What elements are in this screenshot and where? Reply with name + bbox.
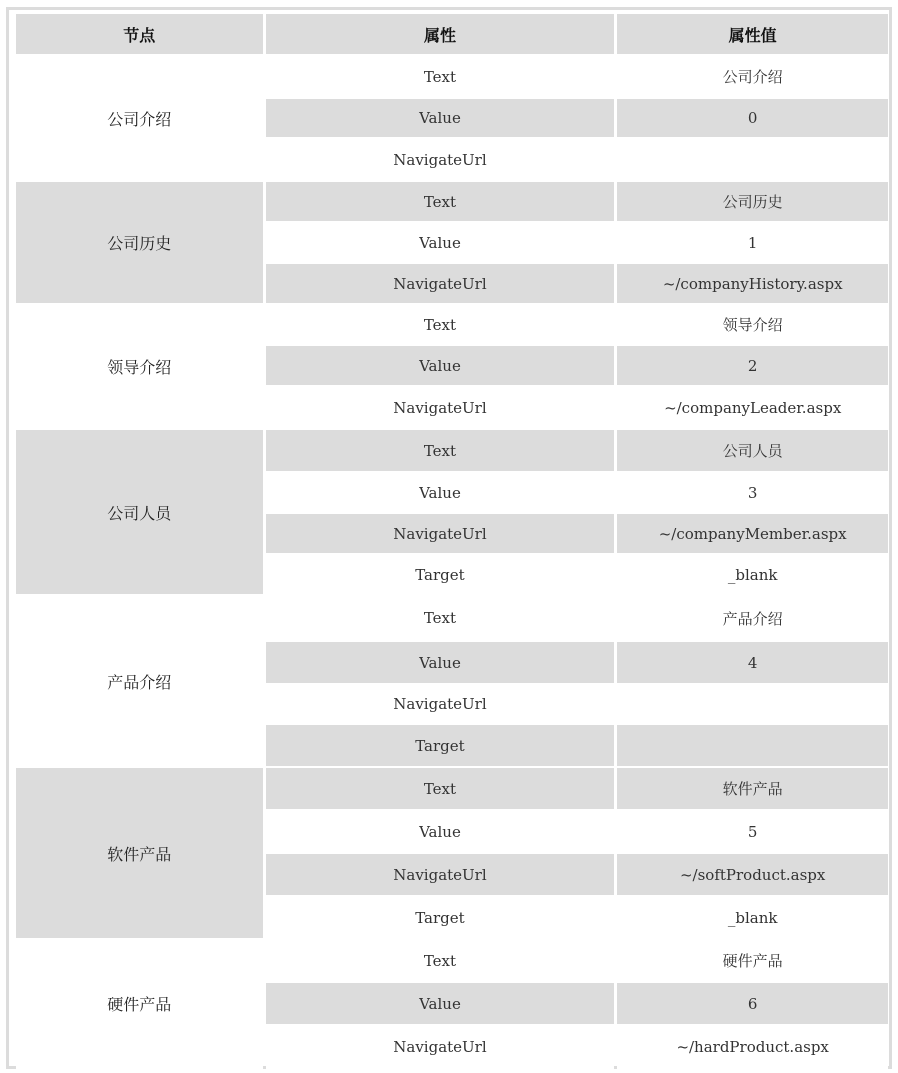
table-row — [16, 768, 888, 811]
value-cell: 0 — [617, 99, 888, 139]
node-cell: 公司介绍 — [16, 56, 263, 182]
table-row — [16, 940, 888, 983]
table-row — [16, 56, 888, 99]
property-cell: NavigateUrl — [266, 514, 615, 555]
value-cell: ~/hardProduct.aspx — [617, 1026, 888, 1069]
value-cell: 6 — [617, 983, 888, 1026]
value-cell: 公司人员 — [617, 430, 888, 473]
property-cell: Text — [266, 596, 615, 642]
property-cell: NavigateUrl — [266, 264, 615, 305]
property-cell: Value — [266, 473, 615, 514]
table-frame — [6, 7, 892, 1069]
node-cell: 领导介绍 — [16, 305, 263, 430]
table-row — [16, 182, 888, 223]
property-cell: Text — [266, 182, 615, 223]
value-cell: 公司历史 — [617, 182, 888, 223]
property-cell: Value — [266, 99, 615, 139]
value-cell: 4 — [617, 642, 888, 685]
value-cell: 软件产品 — [617, 768, 888, 811]
value-cell: 1 — [617, 223, 888, 264]
property-cell: NavigateUrl — [266, 387, 615, 430]
property-cell: Text — [266, 305, 615, 346]
value-cell: 硬件产品 — [617, 940, 888, 983]
value-cell: ~/companyMember.aspx — [617, 514, 888, 555]
property-cell: Value — [266, 223, 615, 264]
property-cell: Value — [266, 346, 615, 387]
table-row — [16, 305, 888, 346]
header-value: 属性值 — [617, 14, 888, 56]
property-cell: Text — [266, 56, 615, 99]
property-table — [13, 14, 891, 1069]
property-cell: NavigateUrl — [266, 1026, 615, 1069]
value-cell: 2 — [617, 346, 888, 387]
value-cell: 产品介绍 — [617, 596, 888, 642]
property-cell: NavigateUrl — [266, 854, 615, 897]
header-row — [16, 14, 888, 56]
value-cell — [617, 139, 888, 182]
node-cell: 公司人员 — [16, 430, 263, 596]
value-cell: 公司介绍 — [617, 56, 888, 99]
property-cell: Value — [266, 983, 615, 1026]
property-cell: Text — [266, 940, 615, 983]
value-cell: ~/companyHistory.aspx — [617, 264, 888, 305]
value-cell: _blank — [617, 555, 888, 596]
node-cell: 软件产品 — [16, 768, 263, 940]
property-cell: Value — [266, 811, 615, 854]
property-cell: NavigateUrl — [266, 139, 615, 182]
value-cell: 3 — [617, 473, 888, 514]
value-cell: ~/softProduct.aspx — [617, 854, 888, 897]
value-cell — [617, 685, 888, 725]
value-cell: 领导介绍 — [617, 305, 888, 346]
node-cell: 公司历史 — [16, 182, 263, 305]
table-body — [16, 56, 888, 1069]
property-cell: NavigateUrl — [266, 685, 615, 725]
value-cell: ~/companyLeader.aspx — [617, 387, 888, 430]
value-cell — [617, 725, 888, 768]
property-cell: Target — [266, 725, 615, 768]
property-cell: Target — [266, 897, 615, 940]
value-cell: 5 — [617, 811, 888, 854]
property-cell: Target — [266, 555, 615, 596]
property-cell: Text — [266, 768, 615, 811]
node-cell: 产品介绍 — [16, 596, 263, 768]
table-row — [16, 596, 888, 642]
header-node: 节点 — [16, 14, 263, 56]
property-cell: Value — [266, 642, 615, 685]
property-cell: Text — [266, 430, 615, 473]
table-row — [16, 430, 888, 473]
node-cell: 硬件产品 — [16, 940, 263, 1069]
header-property: 属性 — [266, 14, 615, 56]
value-cell: _blank — [617, 897, 888, 940]
